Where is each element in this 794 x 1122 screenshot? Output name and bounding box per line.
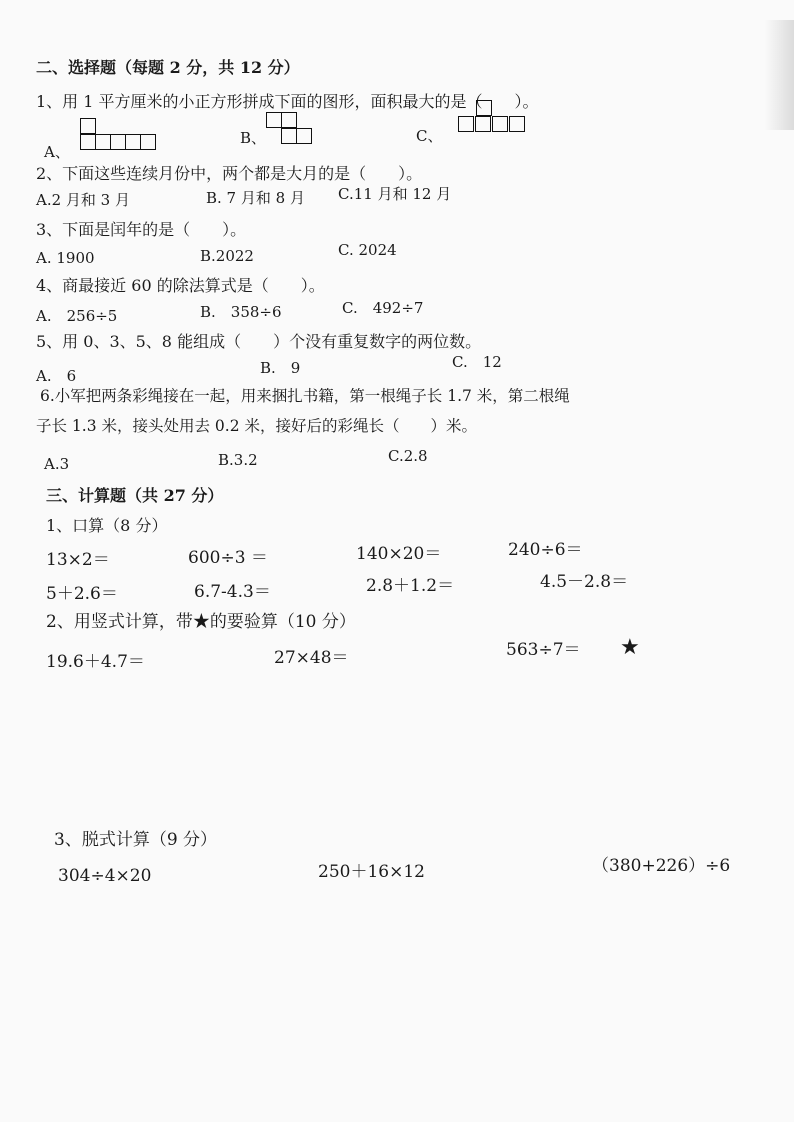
q3-option-b: B.2022 — [200, 247, 254, 265]
q4-text: 4、商最接近 60 的除法算式是（ ）。 — [36, 276, 325, 295]
scan-edge-shadow — [764, 20, 794, 130]
mental-calc-item: 6.7-4.3＝ — [194, 582, 271, 602]
section2-title: 二、选择题（每题 2 分，共 12 分） — [36, 58, 300, 77]
q3-option-c: C. 2024 — [338, 241, 397, 259]
q2-text: 2、下面这些连续月份中，两个都是大月的是（ ）。 — [36, 164, 423, 183]
stepwise-calc-item: 304÷4×20 — [58, 866, 152, 886]
q4-option-b: B. 358÷6 — [200, 303, 282, 321]
q2-option-b: B. 7 月和 8 月 — [206, 189, 305, 207]
mental-calc-item: 4.5－2.8＝ — [540, 572, 629, 592]
vertical-calc-title: 2、用竖式计算，带★的要验算（10 分） — [46, 612, 356, 632]
q4-option-c: C. 492÷7 — [342, 299, 424, 317]
q5-text: 5、用 0、3、5、8 能组成（ ）个没有重复数字的两位数。 — [36, 332, 482, 351]
q5-option-a: A. 6 — [36, 367, 77, 385]
q1-option-a-label: A、 — [44, 143, 70, 161]
q1-option-b-label: B、 — [240, 129, 267, 147]
stepwise-calc-title: 3、脱式计算（9 分） — [54, 830, 218, 850]
q1-option-a-figure — [80, 118, 164, 158]
q2-option-c: C.11 月和 12 月 — [338, 185, 452, 203]
q1-option-b-figure — [266, 112, 328, 152]
q6-option-b: B.3.2 — [218, 451, 258, 469]
mental-calc-item: 240÷6＝ — [508, 540, 583, 560]
mental-calc-item: 2.8＋1.2＝ — [366, 576, 455, 596]
stepwise-calc-item: （380+226）÷6 — [592, 856, 731, 876]
star-icon: ★ — [620, 635, 640, 660]
mental-calc-item: 13×2＝ — [46, 550, 110, 570]
q5-option-c: C. 12 — [452, 353, 502, 371]
q6-option-a: A.3 — [44, 455, 70, 473]
mental-calc-item: 600÷3 ＝ — [188, 548, 268, 568]
q1-text: 1、用 1 平方厘米的小正方形拼成下面的图形，面积最大的是（ ）。 — [36, 92, 539, 111]
vertical-calc-item: 19.6＋4.7＝ — [46, 652, 145, 672]
mental-calc-title: 1、口算（8 分） — [46, 516, 168, 535]
q6-option-c: C.2.8 — [388, 447, 428, 465]
mental-calc-item: 5＋2.6＝ — [46, 584, 118, 604]
q2-option-a: A.2 月和 3 月 — [36, 191, 130, 209]
section3-title: 三、计算题（共 27 分） — [46, 486, 224, 505]
vertical-calc-item: 563÷7＝ — [506, 640, 581, 660]
mental-calc-item: 140×20＝ — [356, 544, 442, 564]
q3-option-a: A. 1900 — [36, 249, 95, 267]
q6-text-line2: 子长 1.3 米，接头处用去 0.2 米，接好后的彩绳长（ ）米。 — [36, 417, 478, 435]
q4-option-a: A. 256÷5 — [36, 307, 118, 325]
q3-text: 3、下面是闰年的是（ ）。 — [36, 220, 247, 239]
stepwise-calc-item: 250＋16×12 — [318, 862, 425, 882]
q1-option-c-label: C、 — [416, 127, 443, 145]
q6-text-line1: 6.小军把两条彩绳接在一起，用来捆扎书籍，第一根绳子长 1.7 米，第二根绳 — [40, 387, 570, 405]
vertical-calc-item: 27×48＝ — [274, 648, 349, 668]
q5-option-b: B. 9 — [260, 359, 301, 377]
q1-option-c-figure — [458, 100, 528, 140]
